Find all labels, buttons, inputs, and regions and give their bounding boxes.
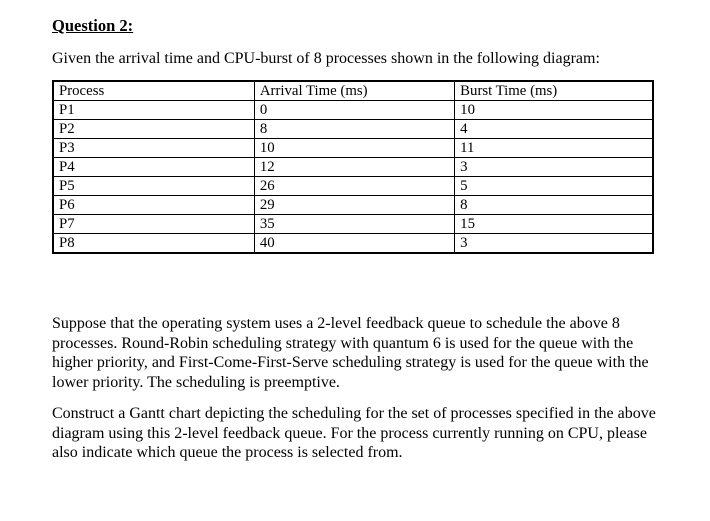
header-arrival-time: Arrival Time (ms) [254, 81, 454, 101]
cell-arrival: 29 [254, 196, 454, 215]
cell-process: P5 [53, 177, 254, 196]
table-row [53, 196, 653, 215]
cell-arrival: 0 [254, 101, 454, 120]
table-header-row [53, 81, 653, 101]
cell-process: P6 [53, 196, 254, 215]
table-row [53, 234, 653, 254]
process-table [52, 80, 654, 254]
intro-text: Given the arrival time and CPU-burst of 8 processes shown in the following diagram: [52, 50, 600, 67]
table-row [53, 177, 653, 196]
cell-burst: 3 [455, 234, 653, 254]
cell-process: P7 [53, 215, 254, 234]
table-row [53, 101, 653, 120]
cell-process: P8 [53, 234, 254, 254]
cell-process: P2 [53, 120, 254, 139]
cell-burst: 15 [455, 215, 653, 234]
cell-burst: 5 [455, 177, 653, 196]
cell-burst: 11 [455, 139, 653, 158]
scheduling-description: Suppose that the operating system uses a 2-level feedback queue to schedule the above 8 processes. Round-Robin scheduling strategy with quantum 6 is used for the queue with the higher priority, and First-Come-First-Serve scheduling strategy is used for the queue with the lower priority. The scheduling is preemptive. [52, 315, 649, 391]
question-heading: Question 2: [52, 16, 134, 35]
cell-burst: 8 [455, 196, 653, 215]
cell-process: P1 [53, 101, 254, 120]
header-process: Process [53, 81, 254, 101]
task-instruction: Construct a Gantt chart depicting the scheduling for the set of processes specified in the above diagram using this 2-level feedback queue. For the process currently running on CPU, please also indicate which queue the process is selected from. [52, 405, 656, 461]
cell-arrival: 26 [254, 177, 454, 196]
table-row [53, 158, 653, 177]
cell-arrival: 40 [254, 234, 454, 254]
table-row [53, 215, 653, 234]
table-row [53, 120, 653, 139]
cell-arrival: 8 [254, 120, 454, 139]
cell-process: P3 [53, 139, 254, 158]
header-burst-time: Burst Time (ms) [455, 81, 653, 101]
table-row [53, 139, 653, 158]
cell-process: P4 [53, 158, 254, 177]
cell-burst: 10 [455, 101, 653, 120]
cell-arrival: 10 [254, 139, 454, 158]
cell-burst: 4 [455, 120, 653, 139]
cell-burst: 3 [455, 158, 653, 177]
cell-arrival: 35 [254, 215, 454, 234]
cell-arrival: 12 [254, 158, 454, 177]
